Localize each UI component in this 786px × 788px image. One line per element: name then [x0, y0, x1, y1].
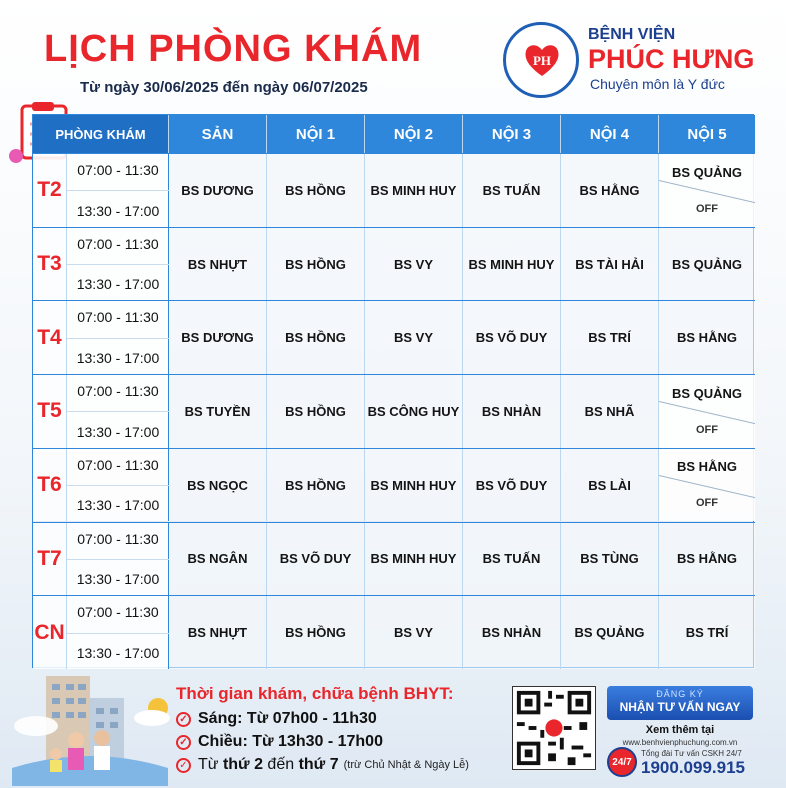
- afternoon-time: 13:30 - 17:00: [76, 350, 160, 367]
- doctor-cell: [659, 154, 755, 227]
- hospital-logo: [503, 22, 579, 98]
- afternoon-time: 13:30 - 17:00: [76, 497, 160, 514]
- bhyt-days-end: thứ 7: [298, 756, 339, 773]
- doctor-name: BS NHỰT: [169, 596, 267, 669]
- morning-time: 07:00 - 11:30: [77, 530, 159, 547]
- morning-time: 07:00 - 11:30: [77, 235, 159, 252]
- doctor-name: BS VÕ DUY: [463, 449, 561, 522]
- doctor-cell: [659, 375, 755, 448]
- cta-line2: NHẬN TƯ VẤN NGAY: [619, 700, 741, 714]
- doctor-name: BS VY: [365, 596, 463, 669]
- schedule-table: [32, 114, 754, 668]
- doctor-cell: [659, 449, 755, 522]
- check-icon: ✓: [176, 758, 191, 773]
- doctor-name: BS TRÍ: [561, 301, 659, 374]
- afternoon-time: 13:30 - 17:00: [76, 571, 160, 588]
- col-header: NỘI 5: [659, 115, 755, 153]
- time-divider: [67, 190, 169, 191]
- website-link[interactable]: www.benhvienphuchung.com.vn: [622, 738, 738, 747]
- col-header: NỘI 3: [463, 115, 561, 153]
- bhyt-days: [176, 756, 469, 774]
- doctor-name: BS HẰNG: [677, 459, 737, 475]
- afternoon-time: 13:30 - 17:00: [76, 202, 160, 219]
- doctor-name: BS TUẤN: [463, 154, 561, 227]
- time-divider: [67, 559, 169, 560]
- bhyt-morning: [176, 710, 377, 728]
- doctor-name: BS QUẢNG: [671, 164, 743, 180]
- table-row: [33, 300, 755, 374]
- col-header: NỘI 2: [365, 115, 463, 153]
- support-247-badge: 24/7: [607, 747, 637, 777]
- off-label: OFF: [696, 497, 718, 510]
- bhyt-days-start: thứ 2: [222, 756, 263, 773]
- bhyt-title: Thời gian khám, chữa bệnh BHYT:: [176, 684, 454, 703]
- time-divider: [67, 338, 169, 339]
- bhyt-days-mid: đến: [262, 756, 299, 773]
- doctor-name: BS VÕ DUY: [463, 301, 561, 374]
- day-label: T7: [33, 523, 67, 596]
- doctor-name: BS QUẢNG: [561, 596, 659, 669]
- doctor-name: BS HỒNG: [267, 596, 365, 669]
- table-header: [33, 115, 755, 153]
- doctor-name: BS VY: [365, 228, 463, 301]
- afternoon-time: 13:30 - 17:00: [76, 644, 160, 661]
- doctor-name: BS HỒNG: [267, 449, 365, 522]
- off-label: OFF: [696, 202, 718, 215]
- doctor-name: BS VÕ DUY: [267, 523, 365, 596]
- table-row: [33, 153, 755, 227]
- time-slots: [67, 228, 169, 301]
- bhyt-afternoon: [176, 733, 383, 751]
- doctor-name: BS DƯƠNG: [169, 301, 267, 374]
- page-title: LỊCH PHÒNG KHÁM: [44, 28, 423, 70]
- doctor-name: BS CÔNG HUY: [365, 375, 463, 448]
- doctor-name: BS NGÂN: [169, 523, 267, 596]
- time-slots: [67, 301, 169, 374]
- qr-code[interactable]: [512, 686, 596, 770]
- day-label: T6: [33, 449, 67, 522]
- table-row: [33, 448, 755, 522]
- doctor-name: BS TÙNG: [561, 523, 659, 596]
- brand-line1: BỆNH VIỆN: [588, 26, 676, 43]
- time-divider: [67, 411, 169, 412]
- see-more-label: Xem thêm tại: [645, 724, 715, 736]
- doctor-name: BS HẰNG: [561, 154, 659, 227]
- doctor-name: BS TRÍ: [659, 596, 755, 669]
- afternoon-time: 13:30 - 17:00: [76, 276, 160, 293]
- doctor-name: BS TÀI HẢI: [561, 228, 659, 301]
- table-row: [33, 374, 755, 448]
- morning-time: 07:00 - 11:30: [77, 383, 159, 400]
- time-divider: [67, 264, 169, 265]
- doctor-name: BS HỒNG: [267, 301, 365, 374]
- doctor-name: BS HỒNG: [267, 228, 365, 301]
- logo-letters: PH: [532, 53, 552, 68]
- time-slots: [67, 596, 169, 669]
- morning-time: 07:00 - 11:30: [77, 456, 159, 473]
- day-label: T5: [33, 375, 67, 448]
- doctor-name: BS HỒNG: [267, 154, 365, 227]
- bhyt-days-prefix: Từ: [198, 756, 223, 773]
- doctor-name: BS NGỌC: [169, 449, 267, 522]
- doctor-name: BS DƯƠNG: [169, 154, 267, 227]
- time-slots: [67, 154, 169, 227]
- doctor-name: BS NHỰT: [169, 228, 267, 301]
- day-label: T2: [33, 154, 67, 227]
- doctor-name: BS TUẤN: [463, 523, 561, 596]
- morning-time: 07:00 - 11:30: [77, 162, 159, 178]
- doctor-name: BS NHÀN: [463, 375, 561, 448]
- doctor-name: BS NHÀN: [463, 596, 561, 669]
- morning-time: 07:00 - 11:30: [77, 604, 159, 621]
- brand-tagline: Chuyên môn là Y đức: [590, 76, 725, 92]
- doctor-name: BS HẰNG: [659, 301, 755, 374]
- table-row: [33, 522, 755, 596]
- table-row: [33, 595, 755, 669]
- bhyt-days-note: (trừ Chủ Nhật & Ngày Lễ): [343, 759, 469, 771]
- time-divider: [67, 485, 169, 486]
- morning-time: 07:00 - 11:30: [77, 309, 159, 326]
- bhyt-afternoon-text: Chiều: Từ 13h30 - 17h00: [198, 733, 383, 750]
- doctor-name: BS MINH HUY: [463, 228, 561, 301]
- hotline-number[interactable]: 1900.099.915: [641, 758, 745, 777]
- corner-label: PHÒNG KHÁM: [33, 115, 169, 153]
- time-divider: [67, 633, 169, 634]
- time-slots: [67, 449, 169, 522]
- doctor-name: BS MINH HUY: [365, 154, 463, 227]
- day-label: CN: [33, 596, 67, 669]
- col-header: NỘI 1: [267, 115, 365, 153]
- day-label: T4: [33, 301, 67, 374]
- col-header: SẢN: [169, 115, 267, 153]
- doctor-name: BS HẰNG: [659, 523, 755, 596]
- heart-logo-icon: [522, 40, 562, 80]
- time-slots: [67, 375, 169, 448]
- day-label: T3: [33, 228, 67, 301]
- doctor-name: BS VY: [365, 301, 463, 374]
- doctor-name: BS MINH HUY: [365, 523, 463, 596]
- hospital-family-illustration: [6, 668, 174, 786]
- check-icon: ✓: [176, 735, 191, 750]
- doctor-name: BS MINH HUY: [365, 449, 463, 522]
- doctor-name: BS LÀI: [561, 449, 659, 522]
- time-slots: [67, 523, 169, 596]
- date-range: Từ ngày 30/06/2025 đến ngày 06/07/2025: [80, 79, 368, 96]
- table-row: [33, 227, 755, 301]
- doctor-name: BS QUẢNG: [671, 385, 743, 401]
- cta-line1: ĐĂNG KÝ: [656, 689, 704, 699]
- doctor-name: BS TUYỀN: [169, 375, 267, 448]
- brand-name: PHÚC HƯNG: [588, 44, 755, 74]
- hotline-label: Tổng đài Tư vấn CSKH 24/7: [641, 749, 742, 758]
- off-label: OFF: [696, 423, 718, 436]
- doctor-name: BS NHÃ: [561, 375, 659, 448]
- afternoon-time: 13:30 - 17:00: [76, 423, 160, 440]
- doctor-name: BS HỒNG: [267, 375, 365, 448]
- register-consult-button[interactable]: [607, 686, 753, 720]
- bhyt-morning-text: Sáng: Từ 07h00 - 11h30: [198, 710, 377, 727]
- doctor-name: BS QUẢNG: [659, 228, 755, 301]
- check-icon: ✓: [176, 712, 191, 727]
- col-header: NỘI 4: [561, 115, 659, 153]
